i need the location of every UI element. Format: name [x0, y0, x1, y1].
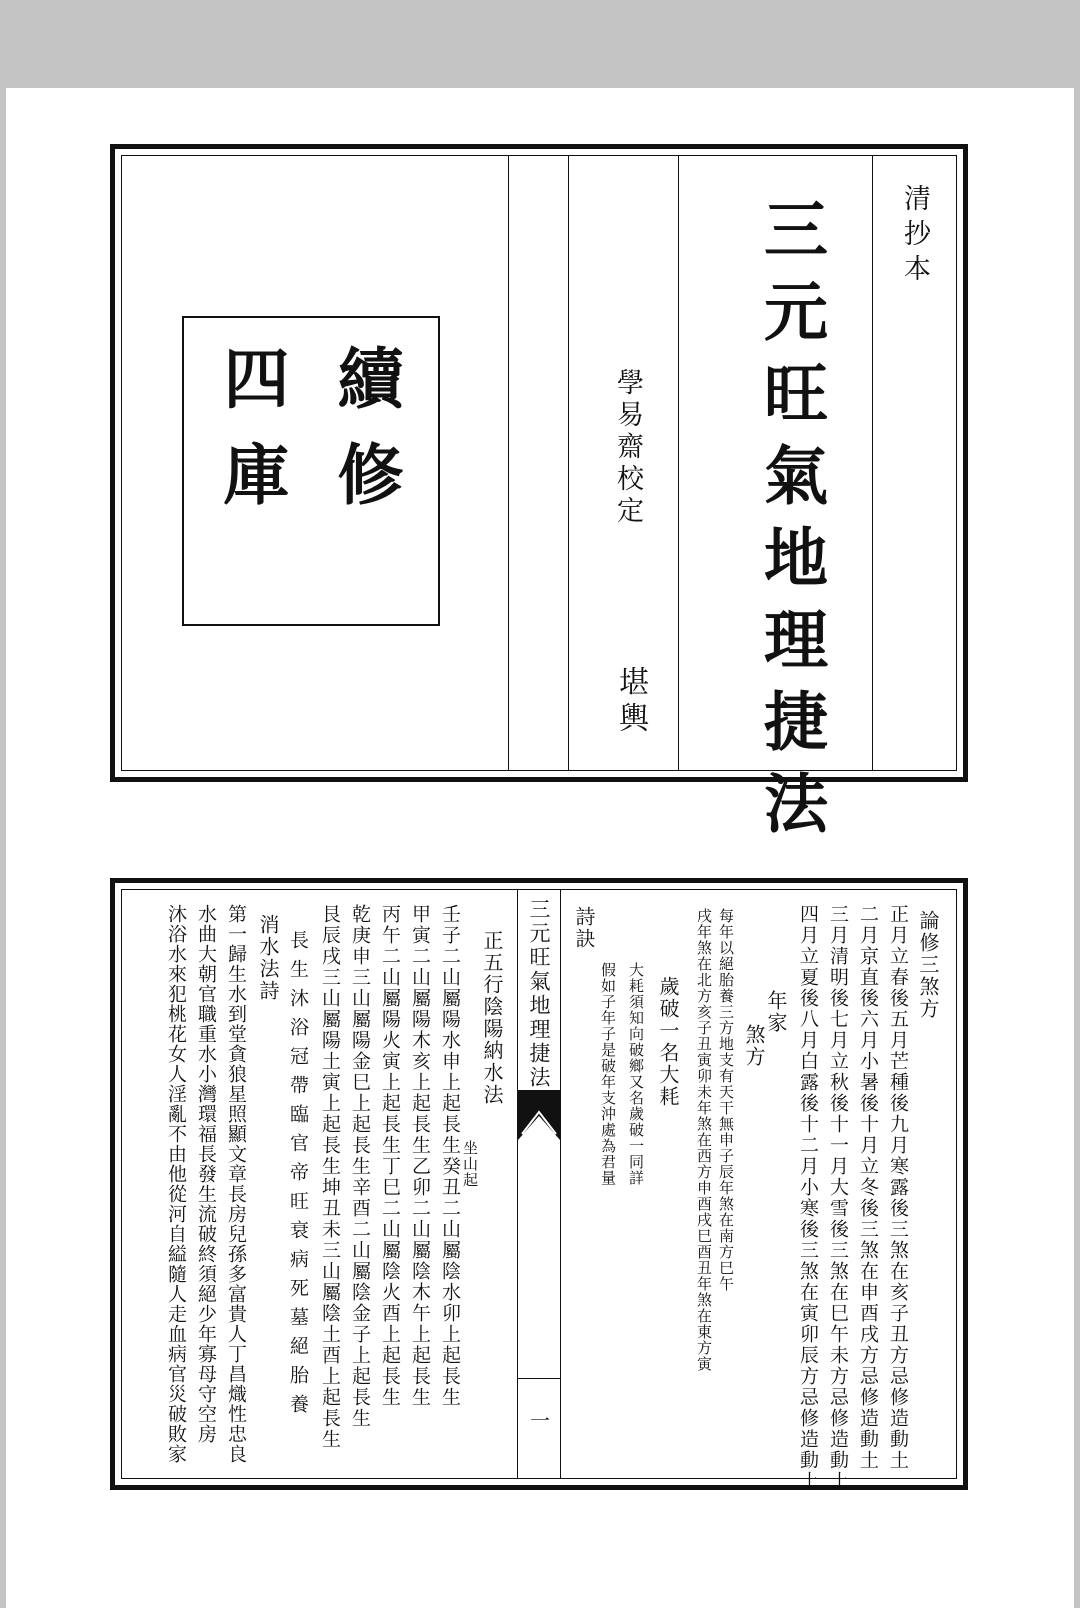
category-label: 堪輿: [613, 666, 648, 738]
right-page-col: 論修三煞方: [916, 910, 940, 1020]
right-page-col: 戌年煞在北方亥子丑寅卯未年煞在西方申酉戌巳酉丑年煞在東方寅: [695, 908, 713, 1372]
text-spread-inner-border: [121, 889, 957, 1492]
column-rule: [508, 156, 509, 770]
right-page-col: 正月立春後五月芒種後九月寒露後三煞在亥子丑方忌修造動土: [887, 904, 909, 1471]
left-page-col: 坐山起: [461, 1140, 479, 1188]
right-page-col: 煞方: [742, 1024, 766, 1068]
left-page-col: 乾庚申三山屬陽金巳上起長生辛酉二山屬陰金子上起長生: [349, 904, 371, 1429]
seal-text-right: 續修: [326, 344, 404, 536]
page-number: 一: [526, 1410, 551, 1430]
right-page-col: 年家: [764, 990, 788, 1034]
right-page-col: 歲破一名大耗: [656, 976, 680, 1108]
book-title: 三元旺氣地理捷法: [753, 196, 828, 852]
right-page-col: 四月立夏後八月白露後十二月小寒後三煞在寅卯辰方忌修造動土: [797, 904, 819, 1492]
right-page-col: 三月清明後七月立秋後十一月大雪後三煞在巳午未方忌修造動土: [827, 904, 849, 1492]
left-page-col: 丙午二山屬陽火寅上起長生丁巳二山屬陰火酉上起長生: [379, 904, 401, 1408]
center-fold-column: [517, 890, 561, 1478]
running-title: 三元旺氣地理捷法: [527, 898, 551, 1090]
left-page-col: 正五行陰陽納水法: [480, 930, 504, 1106]
right-page-col: 假如子年子是破年支沖處為君量: [599, 962, 617, 1186]
seal-text-left: 四庫: [212, 344, 290, 536]
left-page-col: 第一歸生水到堂貪狼星照顯文章長房兒孫多富貴人丁昌熾性忠良: [225, 904, 247, 1464]
title-page-inner-border: [121, 155, 957, 852]
title-page-frame: [110, 144, 968, 852]
fish-tail-mark-icon: [518, 1090, 560, 1140]
left-page-col: 消水法詩: [256, 914, 280, 1002]
scanned-page: [6, 88, 1074, 1608]
proofreader-credit: 學易齋校定: [612, 368, 643, 528]
left-page-col: 沐浴水來犯桃花女人淫亂不由他從河自縊隨人走血病官災破敗家: [165, 904, 187, 1464]
left-page-col: 長生沐浴冠帶臨官帝旺衰病死墓絕胎養: [287, 930, 309, 1423]
column-rule: [872, 156, 873, 770]
column-rule: [568, 156, 569, 770]
right-page-col: 每年以絕胎養三方地支有天干無申子辰年煞在南方巳午: [717, 908, 735, 1292]
left-page-col: 艮辰戌三山屬陽土寅上起長生坤丑未三山屬陰土酉上起長生: [319, 904, 341, 1450]
left-page-col: 壬子二山屬陽水申上起長生癸丑二山屬陰水卯上起長生: [439, 904, 461, 1408]
right-page-col: 大耗須知向破鄉又名歲破一同詳: [627, 962, 645, 1186]
left-page-col: 甲寅二山屬陽木亥上起長生乙卯二山屬陰木午上起長生: [409, 904, 431, 1408]
edition-label: 清抄本: [899, 184, 930, 289]
left-page-col: 水曲大朝官職重水小灣環福長發生流破終須絕少年寡母守空房: [195, 904, 217, 1444]
center-separator: [518, 1378, 560, 1379]
right-page-col: 詩訣: [572, 906, 596, 950]
column-rule: [678, 156, 679, 770]
collection-seal: [182, 316, 440, 626]
text-spread-frame: [110, 878, 968, 1490]
right-page-col: 二月京直後六月小暑後十月立冬後三煞在申酉戌方忌修造動土: [857, 904, 879, 1471]
